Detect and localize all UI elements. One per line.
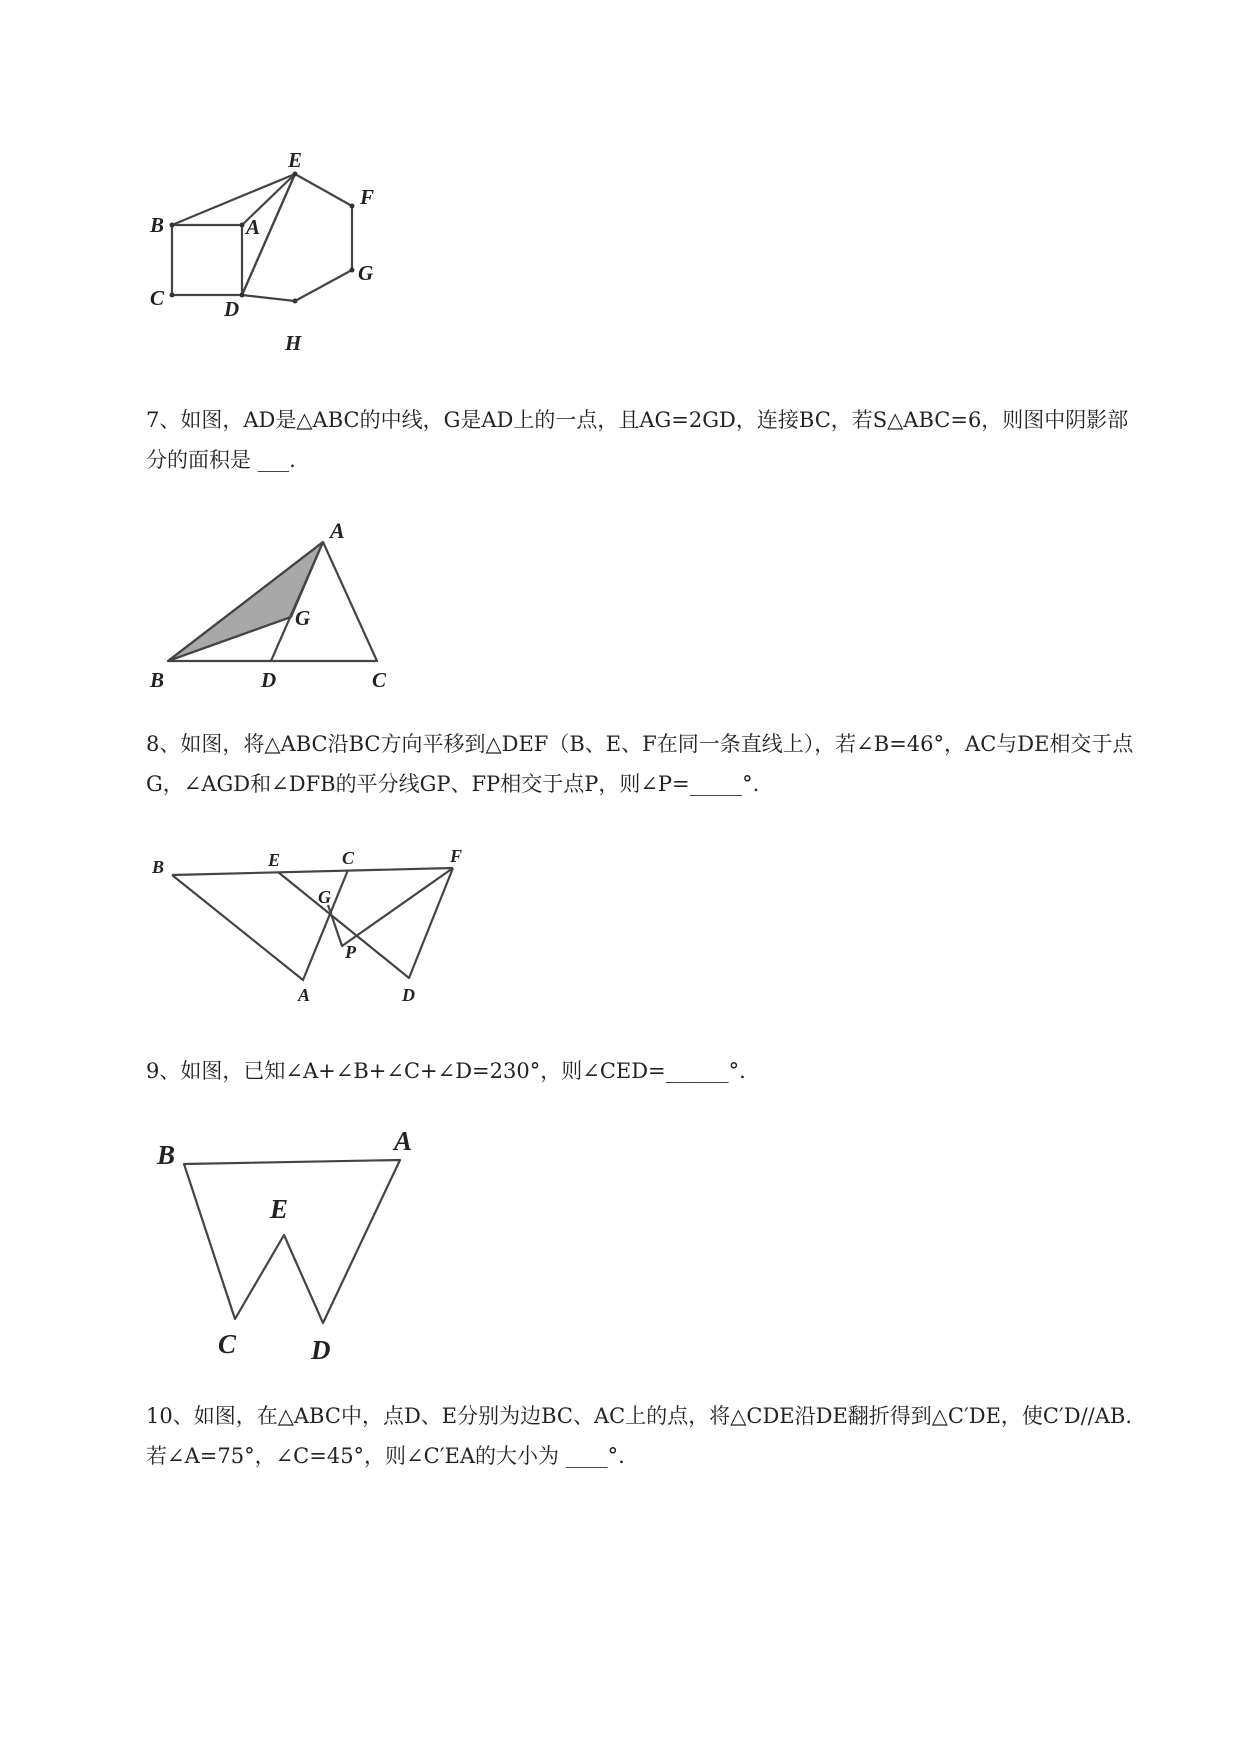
label-f: F (360, 185, 375, 209)
triangle-def (278, 868, 453, 978)
problem-7-text: 如图，AD是△ABC的中线，G是AD上的一点，且AG=2GD，连接BC，若S△ABC=6，则图中阴影部分的面积是 ___. (146, 408, 1129, 472)
figure-translated-triangles (140, 845, 470, 1015)
problem-10-text: 如图，在△ABC中，点D、E分别为边BC、AC上的点，将△CDE沿DE翻折得到△C′DE，使C′D//AB. 若∠A=75°，∠C=45°，则∠C′EA的大小为 ____°. (146, 1404, 1133, 1468)
label-d: D (224, 297, 240, 321)
polygon-baedec (184, 1160, 400, 1323)
label-g: G (295, 606, 311, 630)
figure-square-hexagon (140, 148, 400, 360)
label-e: E (288, 148, 303, 172)
point-h (293, 299, 298, 304)
point-e (293, 172, 298, 177)
label-a: A (298, 985, 311, 1005)
point-a (240, 223, 245, 228)
problem-9-number: 9、 (146, 1059, 181, 1083)
label-a: A (246, 215, 261, 239)
label-b: B (150, 668, 165, 692)
label-c: C (150, 286, 165, 310)
bisectors-gp-fp (328, 868, 453, 946)
problem-10-number: 10、 (146, 1404, 194, 1428)
label-a: A (330, 518, 345, 543)
label-h: H (285, 331, 302, 355)
label-p: P (345, 942, 356, 962)
label-f: F (450, 846, 463, 866)
label-a: A (394, 1126, 413, 1156)
problem-7-number: 7、 (146, 408, 181, 432)
square-bcda (172, 225, 242, 295)
segment-bf (172, 868, 453, 875)
problem-9-text: 如图，已知∠A+∠B+∠C+∠D=230°，则∠CED=______°. (180, 1059, 746, 1083)
problem-8-number: 8、 (146, 732, 181, 756)
figure-triangle-median (140, 515, 410, 695)
label-d: D (402, 985, 415, 1005)
point-b (170, 223, 175, 228)
label-e: E (270, 1194, 289, 1224)
label-c: C (218, 1329, 237, 1359)
label-b: B (152, 857, 165, 877)
problem-8-text: 如图，将△ABC沿BC方向平移到△DEF（B、E、F在同一条直线上），若∠B=46°，AC与DE相交于点G，∠AGD和∠DFB的平分线GP、FP相交于点P，则∠P=_____°. (146, 732, 1134, 796)
problem-8 (146, 724, 1136, 804)
label-c: C (372, 668, 387, 692)
figure-w-shape (140, 1125, 450, 1365)
label-g: G (358, 261, 374, 285)
label-d: D (261, 668, 277, 692)
point-f (350, 204, 355, 209)
label-d: D (311, 1335, 331, 1365)
point-g (350, 268, 355, 273)
label-c: C (342, 848, 355, 868)
problem-10 (146, 1396, 1136, 1476)
point-d (240, 293, 245, 298)
label-g: G (318, 887, 331, 907)
label-e: E (268, 850, 281, 870)
problem-7 (146, 400, 1136, 480)
problem-9 (146, 1051, 1136, 1091)
label-b: B (150, 213, 165, 237)
point-c (170, 293, 175, 298)
label-b: B (157, 1140, 176, 1170)
